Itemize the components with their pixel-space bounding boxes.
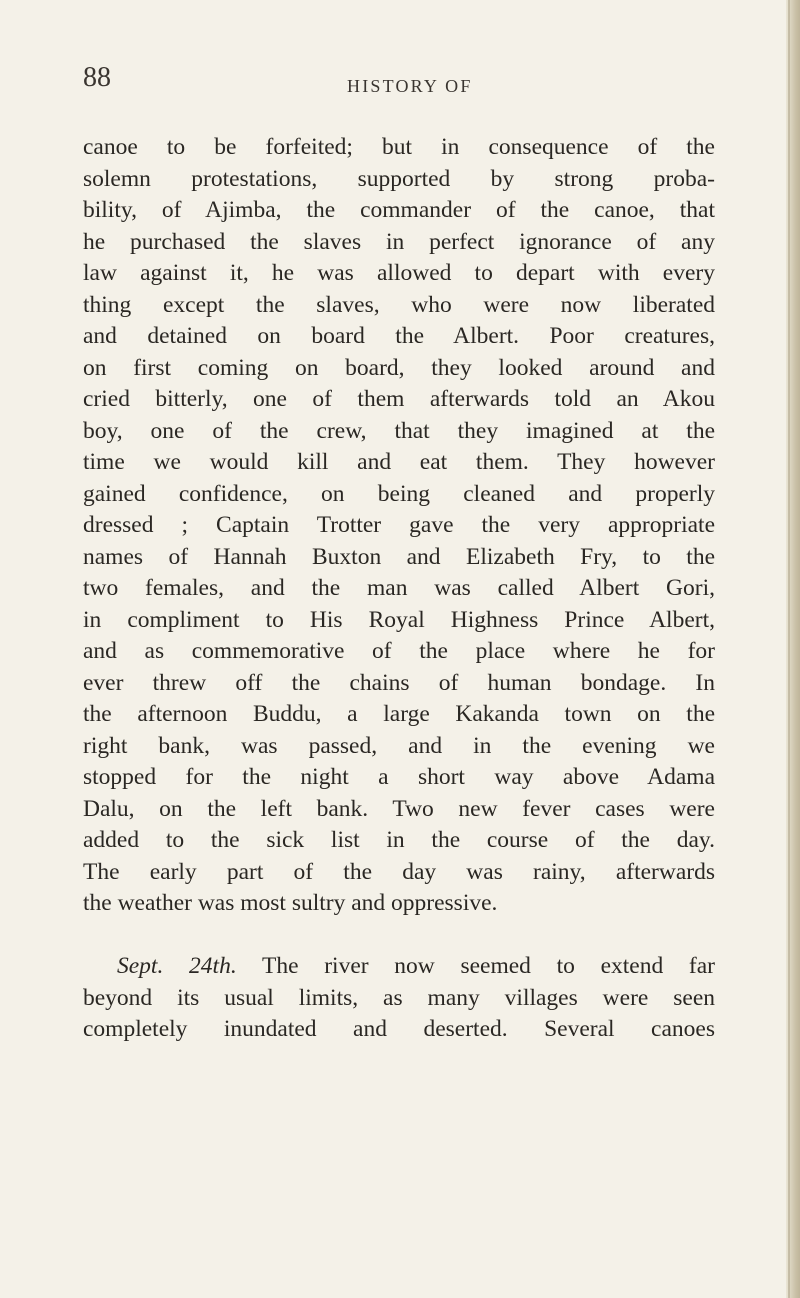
text-line: he purchased the slaves in perfect ignorance of any	[83, 228, 715, 255]
page-gutter-line	[788, 0, 790, 1298]
text-line: and as commemorative of the place where he for	[83, 638, 715, 664]
text-line: completely inundated and deserted. Several canoes	[83, 1016, 715, 1042]
text-line: thing except the slaves, who were now liberated	[83, 291, 715, 318]
date-month: Sept.	[117, 953, 164, 979]
date-day: 24th.	[189, 953, 237, 979]
text-line: the afternoon Buddu, a large Kakanda town on the	[83, 701, 715, 727]
text-line: in compliment to His Royal Highness Prince Albert,	[83, 606, 715, 633]
text-line: law against it, he was allowed to depart with every	[83, 260, 715, 286]
running-head: HISTORY OF	[347, 76, 473, 96]
text-line: boy, one of the crew, that they imagined at the	[83, 417, 715, 444]
text-line: two females, and the man was called Albert Gori,	[83, 575, 715, 601]
paragraph-gap	[83, 920, 715, 952]
text-line: Dalu, on the left bank. Two new fever cases were	[83, 795, 715, 822]
text-line-dated	[83, 951, 715, 983]
body-text	[83, 132, 715, 1046]
text-line: on first coming on board, they looked around and	[83, 354, 715, 381]
text-line: cried bitterly, one of them afterwards told an Akou	[83, 386, 715, 412]
text-line: bility, of Ajimba, the commander of the canoe, that	[83, 197, 715, 223]
text-line: names of Hannah Buxton and Elizabeth Fry, to the	[83, 543, 715, 570]
text-line: beyond its usual limits, as many villages were seen	[83, 984, 715, 1011]
page-number: 88	[83, 62, 111, 93]
text-line: gained confidence, on being cleaned and properly	[83, 480, 715, 507]
first-line-text: The river now seemed to extend far	[261, 953, 716, 979]
text-line: solemn protestations, supported by strong proba-	[83, 165, 715, 192]
text-line: ever threw off the chains of human bondage. In	[83, 669, 715, 696]
text-line: The early part of the day was rainy, afterwards	[83, 858, 715, 885]
paragraph-1	[83, 132, 715, 920]
text-line: time we would kill and eat them. They however	[83, 449, 715, 475]
text-line: stopped for the night a short way above Adama	[83, 764, 715, 790]
text-line: added to the sick list in the course of the day.	[83, 827, 715, 853]
text-line: and detained on board the Albert. Poor creatures,	[83, 323, 715, 349]
text-line: canoe to be forfeited; but in consequence of the	[83, 134, 715, 160]
text-line: the weather was most sultry and oppressive.	[83, 890, 498, 916]
text-line: right bank, was passed, and in the evening we	[83, 732, 715, 759]
text-line: dressed ; Captain Trotter gave the very appropriate	[83, 512, 715, 538]
paragraph-2	[83, 951, 715, 1046]
